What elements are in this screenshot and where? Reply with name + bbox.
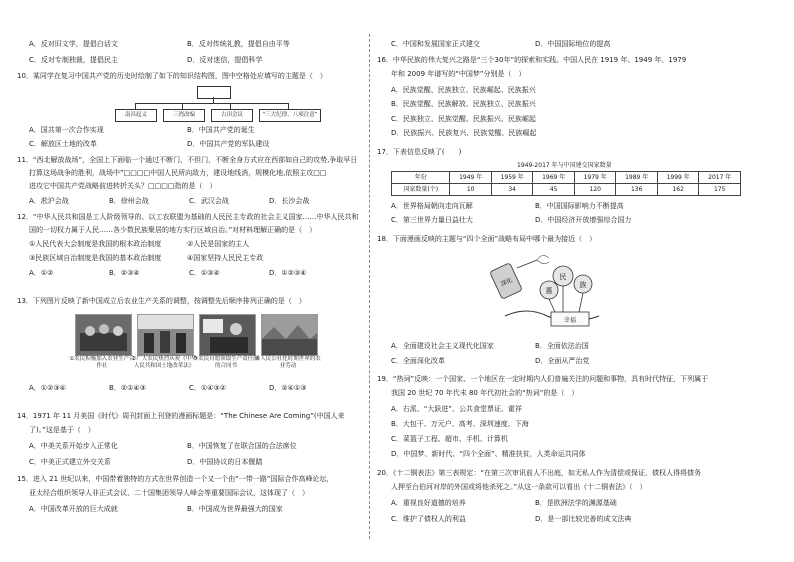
q13-option-a: A．①②③④ [29,384,66,392]
q19-option-c: C．菜篮子工程、超市、手机、计算机 [391,435,508,443]
q17-option-c: C．第三世界力量日益壮大 [391,216,473,224]
q11-option-a: A．淞沪会战 [29,197,69,205]
table-cell: 国家数量(个) [392,184,450,196]
q11-option-c: C．武汉会战 [189,197,229,205]
q20-option-a: A．重视良好道德的培养 [391,499,466,507]
q18-option-d: D．全面从严治党 [535,357,590,365]
q18-cartoon [487,246,617,334]
q15-option-c: C．中国和发展国家正式建交 [391,40,480,48]
q19-stem-1: 19．“热词”反映：一个国家、一个地区在一定时期内人们普遍关注的问题和事物，具有时代特征，下列属于 [377,375,709,383]
q10-blank-box [197,86,231,99]
q13-photo-3 [199,314,256,356]
q10-box-1: 南昌起义 [115,109,157,122]
table-cell: 45 [533,184,575,196]
q19-option-d: D．中国梦、新时代、“四个全面”、精准扶贫，人类命运共同体 [391,450,586,458]
q12-stem-1: 12．“中华人民共和国是工人阶级领导的、以工农联盟为基础的人民民主专政的社会主义国家……中华人民共和 [17,213,359,221]
q9-option-a: A．反对旧文学，提倡白话文 [29,40,118,48]
q12-item-3: ③民族区域自治制度是我国的基本政治制度 [29,254,162,262]
q11-stem-1: 11．“西北解放战场”，全国上下面临一个通过不断门，不但门，不断全身方式应在西部如自己的攻势,争取早日 [17,156,358,164]
q12-item-4: ④国家坚持人民民主专政 [187,254,264,262]
table-cell: 1949 年 [450,172,492,184]
q18-option-a: A．全面建设社会主义现代化国家 [391,342,494,350]
q10-box-4: “三大纪律、八项注意” [259,109,321,122]
q15-option-d: D．中国国际地位的提高 [535,40,611,48]
q11-option-b: B．徐州会战 [109,197,149,205]
table-cell: 34 [491,184,533,196]
q9-option-c: C．反对专制独裁，提倡民主 [29,56,118,64]
q17-option-d: D．中国经济开放增强综合国力 [535,216,632,224]
q16-option-a: A．民族觉醒、民族独立、民族崛起、民族振兴 [391,86,536,94]
q13-stem: 13．下列图片反映了新中国成立后农业生产关系的调整，按调整先后顺序排列正确的是（ ） [17,297,306,305]
q10-box-3: 古田会议 [211,109,253,122]
q19-option-b: B．大包干、万元户、高考、深圳速度、下海 [391,420,529,428]
q11-option-d: D．长沙会战 [269,197,310,205]
q14-stem-2: 了)。”这是基于（ ） [29,426,95,434]
table-cell: 1999 年 [657,172,699,184]
table-cell: 120 [574,184,616,196]
q10-option-a: A．国共第一次合作实现 [29,126,104,134]
cartoon-label-flower-1: 民 [559,273,567,281]
q20-stem-1: 20．《十二铜表法》第三表规定：“在第三次审讯前人不出庭，如无私人作为清偿或保证，债权人得将债务 [377,469,702,477]
q12-item-2: ②人民是国家的主人 [187,240,250,248]
table-cell: 162 [657,184,699,196]
q15-stem-1: 15．进入 21 世纪以来，中国带着独特的方式在世界创造一个又一个由“一带一路”国际合作高峰论坛， [17,475,334,483]
q13-caption-4: ④人民公社化时期世界的农业劳动 [255,356,321,370]
q12-option-b: B．②③④ [109,269,140,277]
q17-option-b: B．中国国际影响力不断提高 [535,202,624,210]
q17-table-title: 1949-2017 年与中国建交国家数量 [517,162,612,169]
table-cell: 1989 年 [616,172,658,184]
q13-photo-4 [261,314,318,356]
table-cell: 175 [699,184,741,196]
cartoon-label-flower-3: 惠 [545,287,553,295]
table-cell: 2017 年 [699,172,741,184]
q10-stem: 10．某同学在复习中国共产党的历史时绘制了如下的知识结构图，图中空格处应填写的主题是（ ） [17,72,327,80]
q13-caption-1: ①农民积极加入农业生产合作社 [69,356,135,370]
q19-stem-2: 我国 20 世纪 70 年代末 80 年代初社会的“热词”的是（ ） [391,389,579,397]
q11-stem-2: 打算这场战争的胜利，战场中”□□□□中国人民所向敌力，建设地线消，规模化地,依照主攻□□ [29,169,327,177]
q17-option-a: A．世界格局朝向走向瓦解 [391,202,473,210]
q16-option-d: D．民族振兴、民族复兴、民族觉醒、民族崛起 [391,129,537,137]
q17-stem: 17．下表信息反映了( ) [377,148,462,156]
q13-photo-2 [137,314,194,356]
q14-option-c: C．中美正式建立外交关系 [29,458,111,466]
q16-stem-1: 16．中华民族的伟大复兴之路是“三个30年”的探索和实践。中国人民在 1919 年、1949 年、1979 [377,56,687,64]
cartoon-label-pot: 幸福 [563,317,577,324]
table-cell: 1969 年 [533,172,575,184]
table-row [392,172,741,184]
column-divider [369,34,370,539]
q14-option-b: B．中国恢复了在联合国的合法席位 [187,442,297,450]
table-cell: 年份 [392,172,450,184]
table-cell: 1959 年 [491,172,533,184]
q20-option-c: C．维护了债权人的利益 [391,515,466,523]
q19-option-a: A．右派、“大跃进”、公共食堂票证、霍祥 [391,405,523,413]
q10-box-2: 三湾改编 [163,109,205,122]
q16-option-b: B．民族觉醒、民族解放、民族独立、民族振兴 [391,100,536,108]
q20-option-b: B．是欧洲法学的渊源基础 [535,499,617,507]
q20-option-d: D．是一部比较完善的成文法典 [535,515,632,523]
q9-option-b: B．反对传统礼教，提倡自由平等 [187,40,290,48]
q11-stem-3: 进攻它中国共产党战略前进转折关头？□□□□指的是（ ） [29,182,217,190]
q13-caption-2: ②广大农民热烈庆祝《中华人民共和国土地改革法》 [131,356,197,370]
q13-option-c: C．①④③② [189,384,226,392]
table-row [392,184,741,196]
q14-option-a: A．中美关系开始步入正常化 [29,442,118,450]
q14-option-d: D．中国协议的日本偃踏 [187,458,263,466]
table-cell: 136 [616,184,658,196]
q17-table [391,171,741,196]
q16-option-c: C．民族独立、民族觉醒、民族振兴、民族崛起 [391,115,536,123]
q15-option-a: A．中国改革开放的巨大成就 [29,505,118,513]
q15-option-b: B．中国成为世界最强大的国家 [187,505,283,513]
q10-option-c: C．解放区土地的改革 [29,140,97,148]
q13-option-d: D．②④①③ [269,384,307,392]
q13-caption-3: ③农民自愿领取生产责任制的合同书 [193,356,259,370]
q12-stem-2: 国的一切权力属于人民……各少数民族聚居的地方实行区域自治。”对材料理解正确的是（ ） [29,226,317,234]
q12-option-c: C．①③④ [189,269,220,277]
q10-option-d: D．中国共产党的军队建设 [187,140,270,148]
q12-item-1: ①人民代表大会制度是我国的根本政治制度 [29,240,162,248]
q13-photo-1 [75,314,132,356]
cartoon-label-flower-2: 族 [579,281,587,289]
q9-option-d: D．反对迷信，提倡科学 [187,56,263,64]
q15-stem-2: 亚太经合组织领导人非正式会议、二十国集团领导人峰会等重要国际会议，这体现了（ ） [29,489,309,497]
table-cell: 10 [450,184,492,196]
q10-option-b: B．中国共产党的诞生 [187,126,255,134]
q14-stem-1: 14．1971 年 11 月美国《时代》周刊封面上刊登的漫画标题是：“The Chinese Are Coming”(中国人来 [17,412,345,420]
q12-option-a: A．①② [29,269,54,277]
q13-option-b: B．②①④③ [109,384,146,392]
q18-stem: 18．下面漫画反映的主题与“四个全面”战略布局中哪个最为接近（ ） [377,235,597,243]
q20-stem-2: 人押至台伯河对岸的外国或将他杀死之。”从这一条款可以看出《十二铜表法》（ ） [391,483,647,491]
table-cell: 1979 年 [574,172,616,184]
cartoon-label-bottle: 深化 [499,276,514,289]
q18-option-b: B．全面依法治国 [535,342,589,350]
q12-option-d: D．①②③④ [269,269,307,277]
q18-option-c: C．全面深化改革 [391,357,445,365]
q16-stem-2: 年和 2009 年谱写的“中国梦”分别是（ ） [391,70,526,78]
